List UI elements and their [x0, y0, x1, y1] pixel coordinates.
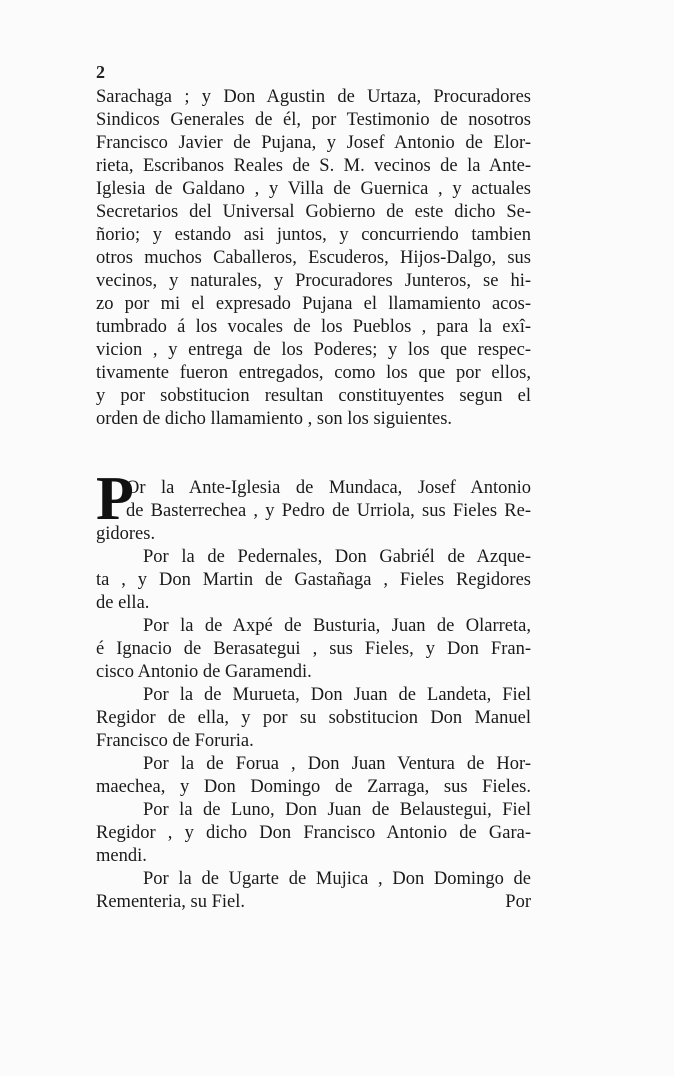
text-line: é Ignacio de Berasategui , sus Fieles, y Don Fran- [96, 639, 531, 659]
text-line: de ella. [96, 593, 150, 613]
text-line: y por sobstitucion resultan constituyentes segun el [96, 386, 531, 406]
text-line: de Basterrechea , y Pedro de Urriola, sus Fieles Re- [126, 501, 531, 521]
text-line: Or la Ante-Iglesia de Mundaca, Josef Antonio [126, 478, 531, 498]
text-line: gidores. [96, 524, 156, 544]
list-of-representatives [96, 465, 531, 914]
list-entry [96, 799, 531, 868]
text-line: Regidor , y dicho Don Francisco Antonio de Gara- [96, 823, 531, 843]
page-number: 2 [96, 62, 105, 82]
text-line: Iglesia de Galdano , y Villa de Guernica , y actuales [96, 179, 531, 199]
list-entry [96, 868, 531, 914]
text-line: tumbrado á los vocales de los Pueblos , para la exî- [96, 317, 531, 337]
list-entry [96, 684, 531, 753]
text-line: ta , y Don Martin de Gastañaga , Fieles Regidores [96, 570, 531, 590]
text-line: ñorio; y estando asi juntos, y concurriendo tambien [96, 225, 531, 245]
list-entry [96, 615, 531, 684]
text-line: Por la de Ugarte de Mujica , Don Domingo de [143, 869, 531, 889]
text-line: maechea, y Don Domingo de Zarraga, sus Fieles. [96, 777, 531, 797]
text-line: tivamente fueron entregados, como los que por ellos, [96, 363, 531, 383]
text-line: Sarachaga ; y Don Agustin de Urtaza, Procuradores [96, 87, 531, 107]
text-line: Regidor de ella, y por su sobstitucion Don Manuel [96, 708, 531, 728]
drop-cap: P [96, 465, 134, 533]
text-line: rieta, Escribanos Reales de S. M. vecinos de la Ante- [96, 156, 531, 176]
opening-paragraph [96, 86, 531, 431]
text-line: Francisco Javier de Pujana, y Josef Antonio de Elor- [96, 133, 531, 153]
text-line: Por la de Axpé de Busturia, Juan de Olarreta, [143, 616, 531, 636]
text-line: zo por mi el expresado Pujana el llamamiento acos- [96, 294, 531, 314]
catchword: Por [505, 892, 531, 912]
list-entry [96, 546, 531, 615]
text-line: vicion , y entrega de los Poderes; y los que respec- [96, 340, 531, 360]
text-fragment: Rementeria, su Fiel. [96, 892, 245, 912]
list-entry [96, 477, 531, 546]
text-line: vecinos, y naturales, y Procuradores Junteros, se hi- [96, 271, 531, 291]
text-line: Por la de Forua , Don Juan Ventura de Hor- [143, 754, 531, 774]
text-line: Por la de Pedernales, Don Gabriél de Azque- [143, 547, 531, 567]
text-line: mendi. [96, 846, 147, 866]
text-line: Por la de Murueta, Don Juan de Landeta, Fiel [143, 685, 531, 705]
text-line: otros muchos Caballeros, Escuderos, Hijos-Dalgo, sus [96, 248, 531, 268]
text-line: orden de dicho llamamiento , son los siguientes. [96, 409, 453, 429]
text-line-with-catchword [96, 891, 531, 914]
text-line: Sindicos Generales de él, por Testimonio de nosotros [96, 110, 531, 130]
text-line: cisco Antonio de Garamendi. [96, 662, 312, 682]
text-line: Secretarios del Universal Gobierno de este dicho Se- [96, 202, 531, 222]
text-line: Francisco de Foruria. [96, 731, 254, 751]
list-entry [96, 753, 531, 799]
text-line: Por la de Luno, Don Juan de Belaustegui, Fiel [143, 800, 531, 820]
